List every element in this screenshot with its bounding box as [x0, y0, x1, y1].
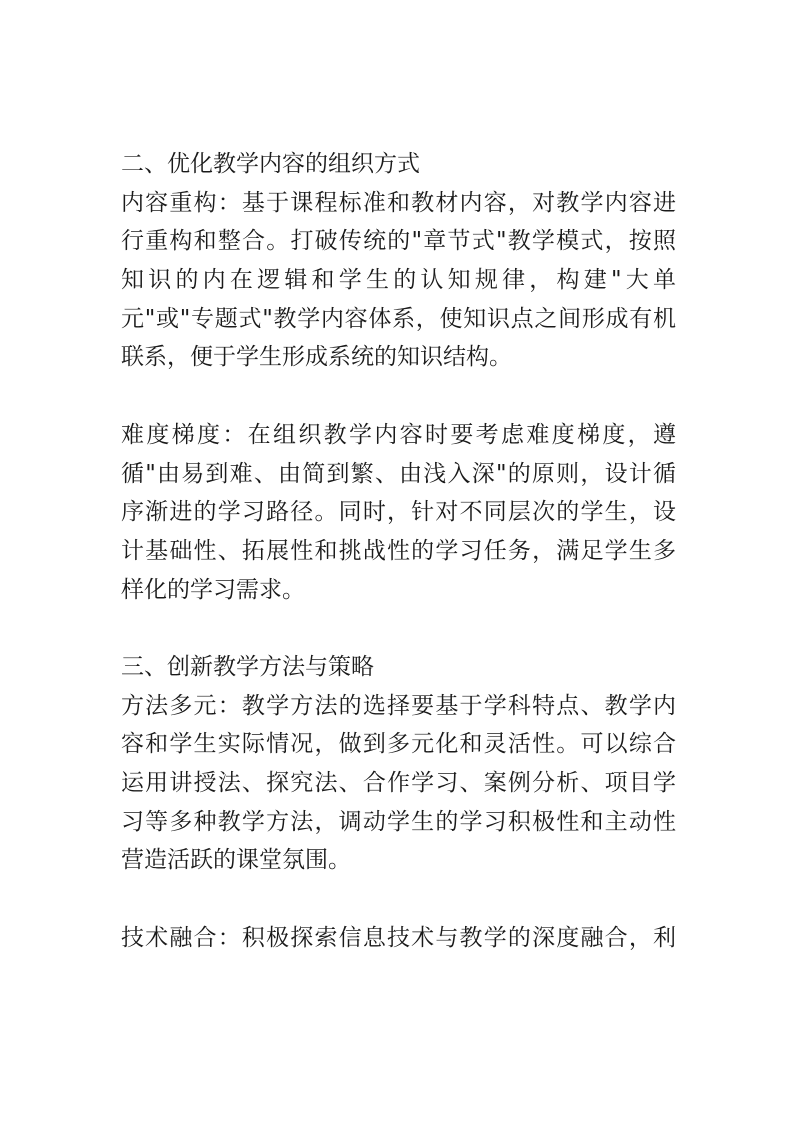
paragraph-line: 营造活跃的课堂氛围。: [121, 847, 351, 874]
paragraph-line: 元"或"专题式"教学内容体系，使知识点之间形成有机: [121, 305, 676, 332]
paragraph-content-restructuring: [121, 184, 676, 377]
paragraph-line: 联系，便于学生形成系统的知识结构。: [121, 344, 512, 371]
paragraph-line: 循"由易到难、由简到繁、由浅入深"的原则，设计循: [121, 460, 676, 487]
section-heading: 二、优化教学内容的组织方式: [121, 151, 420, 177]
paragraph-line: 知识的内在逻辑和学生的认知规律，构建"大单: [121, 267, 676, 294]
paragraph-spacer: [121, 377, 676, 416]
paragraph-line: 序渐进的学习路径。同时，针对不同层次的学生，设: [121, 499, 676, 526]
paragraph-difficulty-gradient: [121, 416, 676, 609]
paragraph-line: 容和学生实际情况，做到多元化和灵活性。可以综合: [121, 731, 676, 758]
paragraph-line: 方法多元：教学方法的选择要基于学科特点、教学内: [121, 692, 676, 719]
paragraph-line: 内容重构：基于课程标准和教材内容，对教学内容进: [121, 189, 676, 216]
section-heading: 三、创新教学方法与策略: [121, 653, 374, 680]
paragraph-line: 行重构和整合。打破传统的"章节式"教学模式，按照: [121, 228, 676, 255]
paragraph-spacer: [121, 609, 676, 648]
paragraph-line: 运用讲授法、探究法、合作学习、案例分析、项目学: [121, 770, 676, 796]
paragraph-line: 样化的学习需求。: [121, 576, 305, 603]
paragraph-line: 难度梯度：在组织教学内容时要考虑难度梯度，遵: [121, 421, 676, 448]
paragraph-method-diversity: [121, 687, 676, 880]
paragraph-line: 习等多种教学方法，调动学生的学习积极性和主动性: [121, 808, 676, 835]
document-page: [121, 145, 676, 957]
paragraph-spacer: [121, 880, 676, 919]
paragraph-line: 计基础性、拓展性和挑战性的学习任务，满足学生多: [121, 537, 676, 564]
paragraph-technology-integration: [121, 919, 676, 958]
paragraph-line: 技术融合：积极探索信息技术与教学的深度融合，利: [121, 924, 676, 951]
